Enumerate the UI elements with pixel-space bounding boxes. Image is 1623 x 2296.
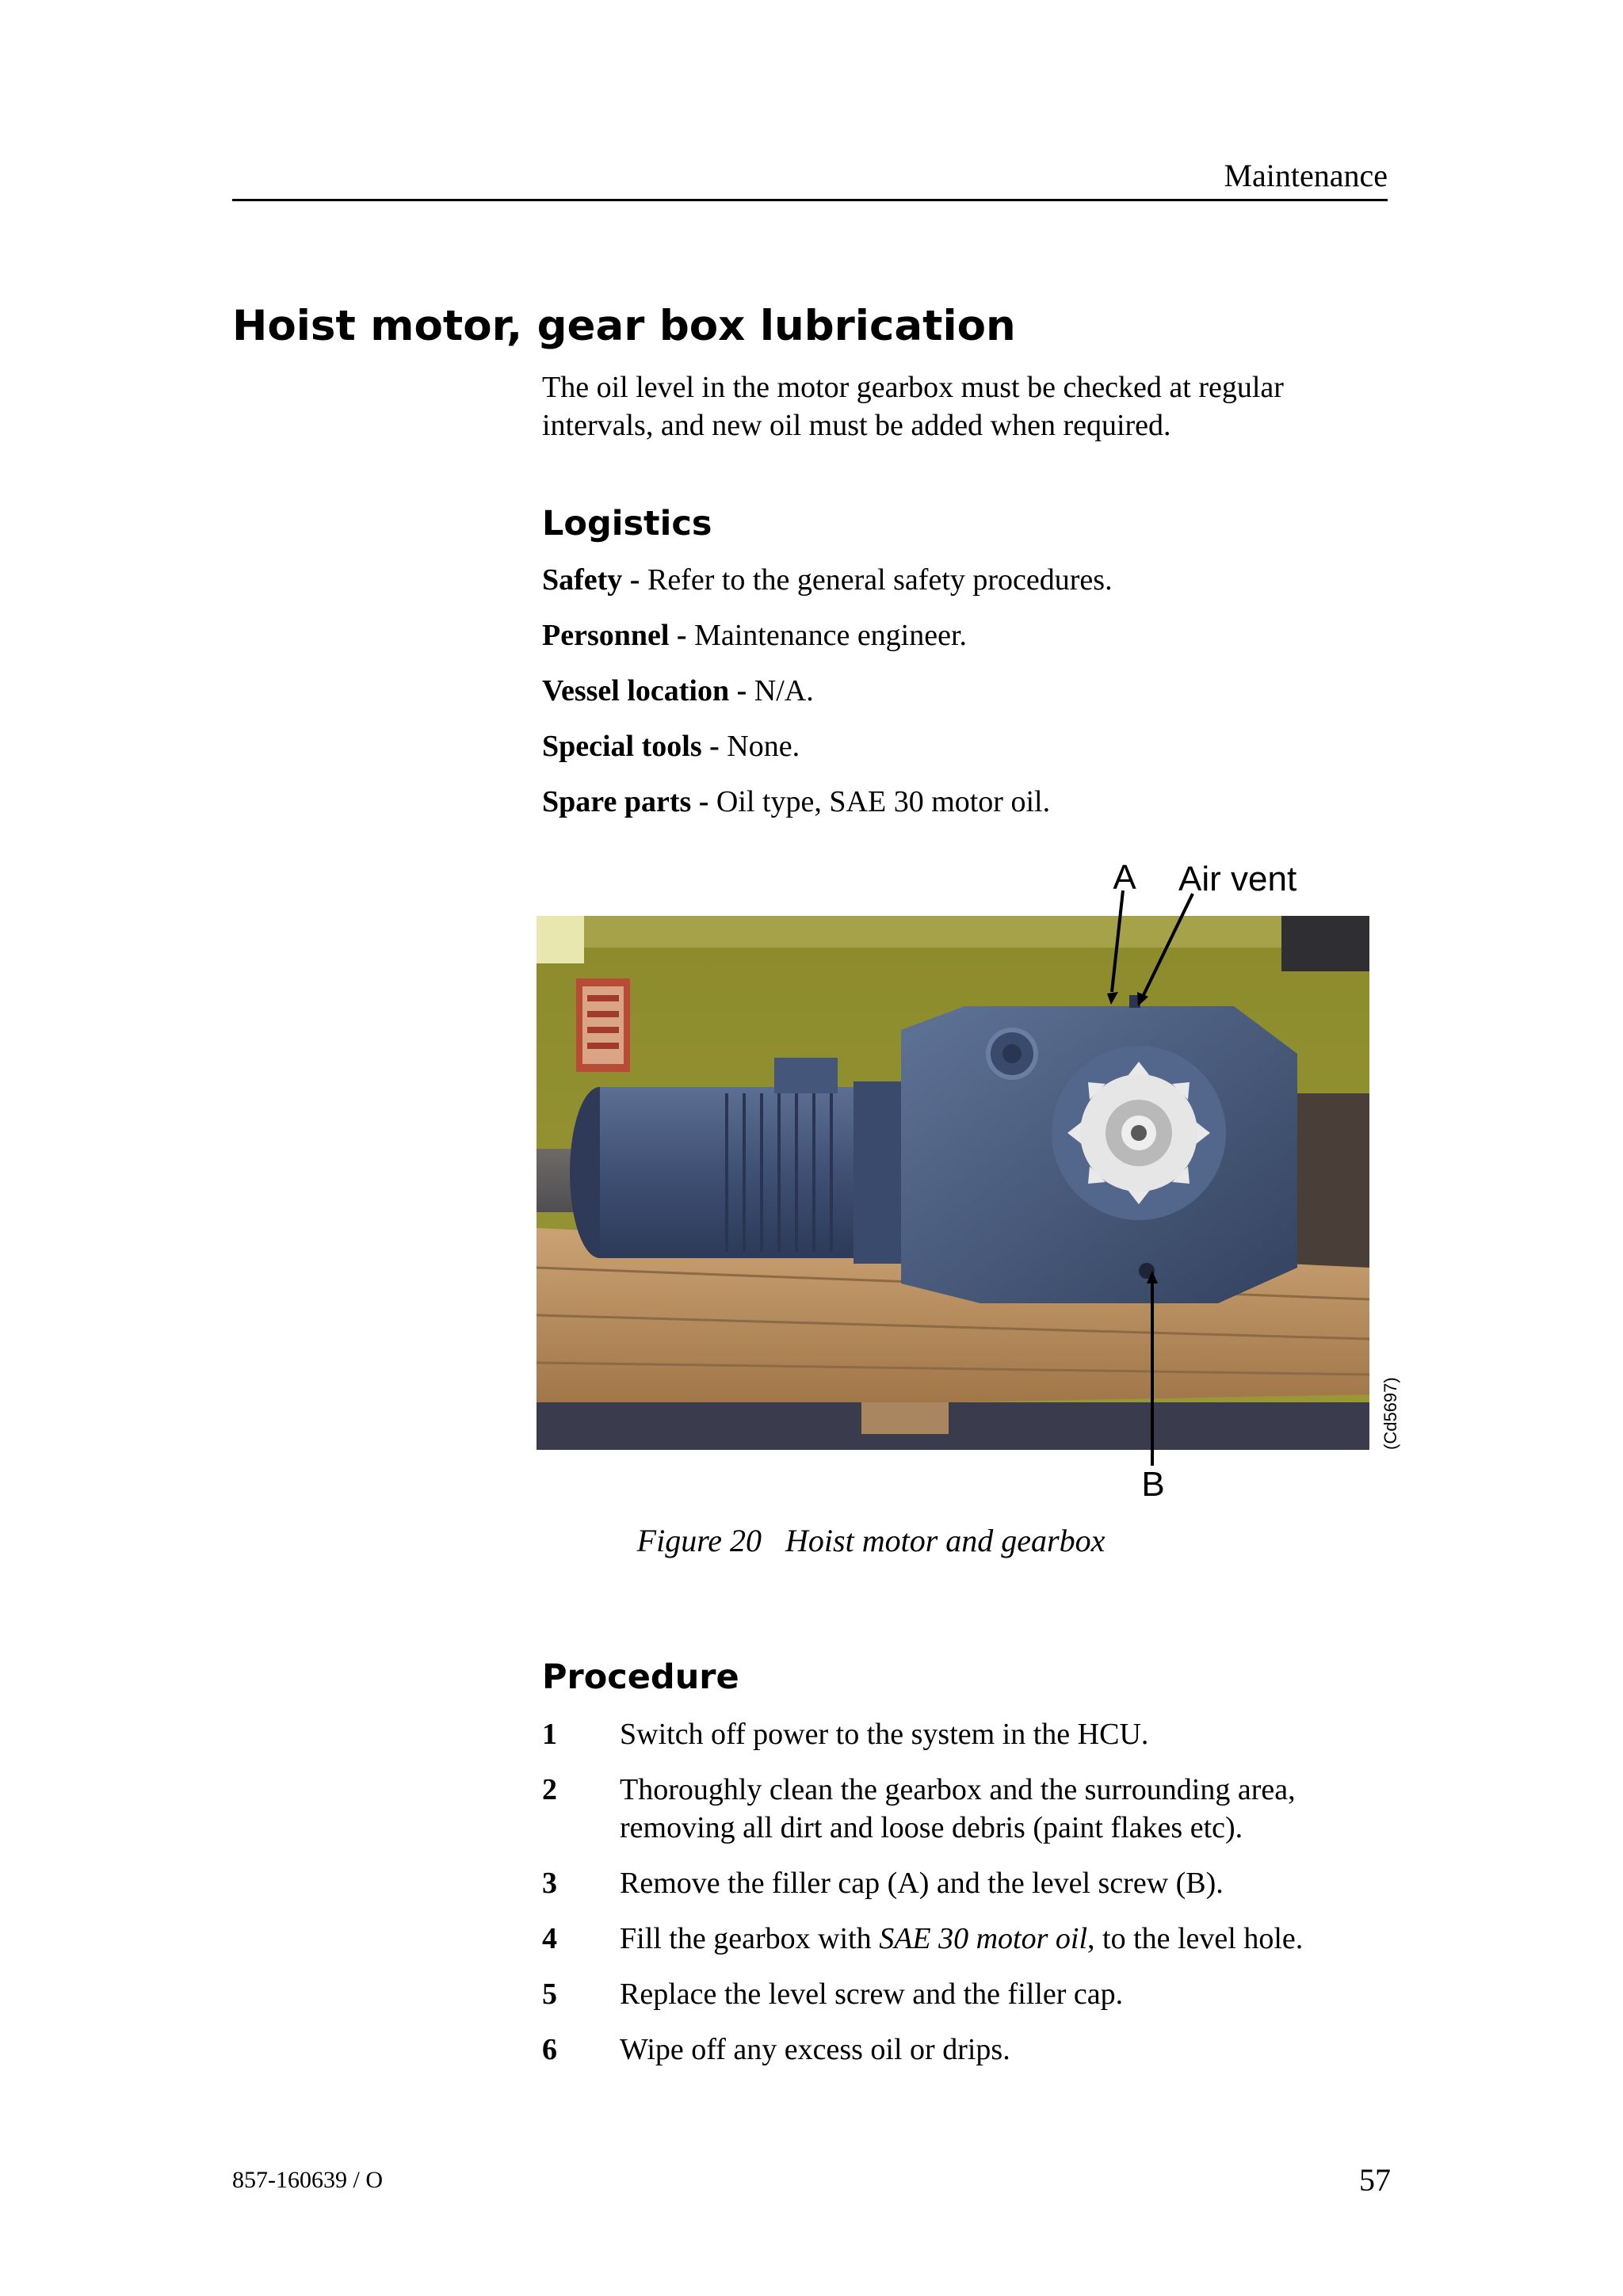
section-header: Maintenance bbox=[1224, 158, 1388, 193]
step-number: 6 bbox=[542, 2033, 557, 2066]
logistics-item-vessel-location bbox=[542, 672, 814, 710]
step-text: Wipe off any excess oil or drips. bbox=[620, 2033, 1010, 2066]
step-text: Switch off power to the system in the HCU. bbox=[620, 1718, 1149, 1751]
logistics-item-special-tools bbox=[542, 727, 800, 765]
logistics-value: N/A. bbox=[747, 674, 814, 707]
oil-type-emphasis: SAE 30 motor oil bbox=[879, 1922, 1088, 1955]
label-air-vent: Air vent bbox=[1178, 860, 1297, 898]
logistics-label: Safety - bbox=[542, 563, 640, 597]
logistics-label: Personnel - bbox=[542, 619, 687, 652]
step-number: 2 bbox=[542, 1773, 557, 1806]
logistics-heading: Logistics bbox=[542, 504, 712, 543]
logistics-label: Spare parts - bbox=[542, 785, 709, 818]
step-text: Thoroughly clean the gearbox and the surrounding area, removing all dirt and loose debris (paint flakes etc). bbox=[620, 1773, 1296, 1844]
logistics-value: Oil type, SAE 30 motor oil. bbox=[708, 785, 1051, 818]
logistics-value: None. bbox=[719, 730, 800, 763]
logistics-item-safety bbox=[542, 561, 1113, 599]
logistics-label: Vessel location - bbox=[542, 674, 747, 707]
header-rule bbox=[232, 199, 1388, 201]
step-number: 5 bbox=[542, 1978, 557, 2011]
label-a: A bbox=[1113, 858, 1136, 897]
logistics-item-personnel bbox=[542, 616, 967, 654]
step-number: 4 bbox=[542, 1922, 557, 1955]
figure-reference-code: (Cd5697) bbox=[1381, 1377, 1400, 1450]
step-text-post: , to the level hole. bbox=[1087, 1922, 1304, 1955]
hoist-motor-photo bbox=[537, 856, 1408, 1505]
logistics-label: Special tools - bbox=[542, 730, 720, 763]
logistics-item-spare-parts bbox=[542, 783, 1050, 821]
figure-caption-text: Hoist motor and gearbox bbox=[785, 1523, 1106, 1558]
document-number: 857-160639 / O bbox=[232, 2167, 383, 2193]
step-text: Replace the level screw and the filler cap. bbox=[620, 1978, 1124, 2011]
label-b: B bbox=[1141, 1465, 1165, 1504]
page-title: Hoist motor, gear box lubrication bbox=[232, 302, 1016, 350]
intro-paragraph: The oil level in the motor gearbox must be checked at regular intervals, and new oil must be added when required. bbox=[542, 371, 1284, 442]
step-text: Remove the filler cap (A) and the level screw (B). bbox=[620, 1867, 1224, 1900]
page-number: 57 bbox=[1359, 2162, 1391, 2198]
step-number: 3 bbox=[542, 1867, 557, 1900]
figure-caption bbox=[0, 1521, 1623, 1561]
step-text-pre: Fill the gearbox with bbox=[620, 1922, 880, 1955]
logistics-value: Refer to the general safety procedures. bbox=[640, 563, 1113, 597]
figure-number: Figure 20 bbox=[636, 1523, 762, 1558]
step-text bbox=[620, 1920, 1404, 1958]
figure-hoist-motor-gearbox bbox=[537, 856, 1408, 1505]
logistics-value: Maintenance engineer. bbox=[686, 619, 968, 652]
step-number: 1 bbox=[542, 1718, 557, 1751]
procedure-heading: Procedure bbox=[542, 1657, 739, 1697]
